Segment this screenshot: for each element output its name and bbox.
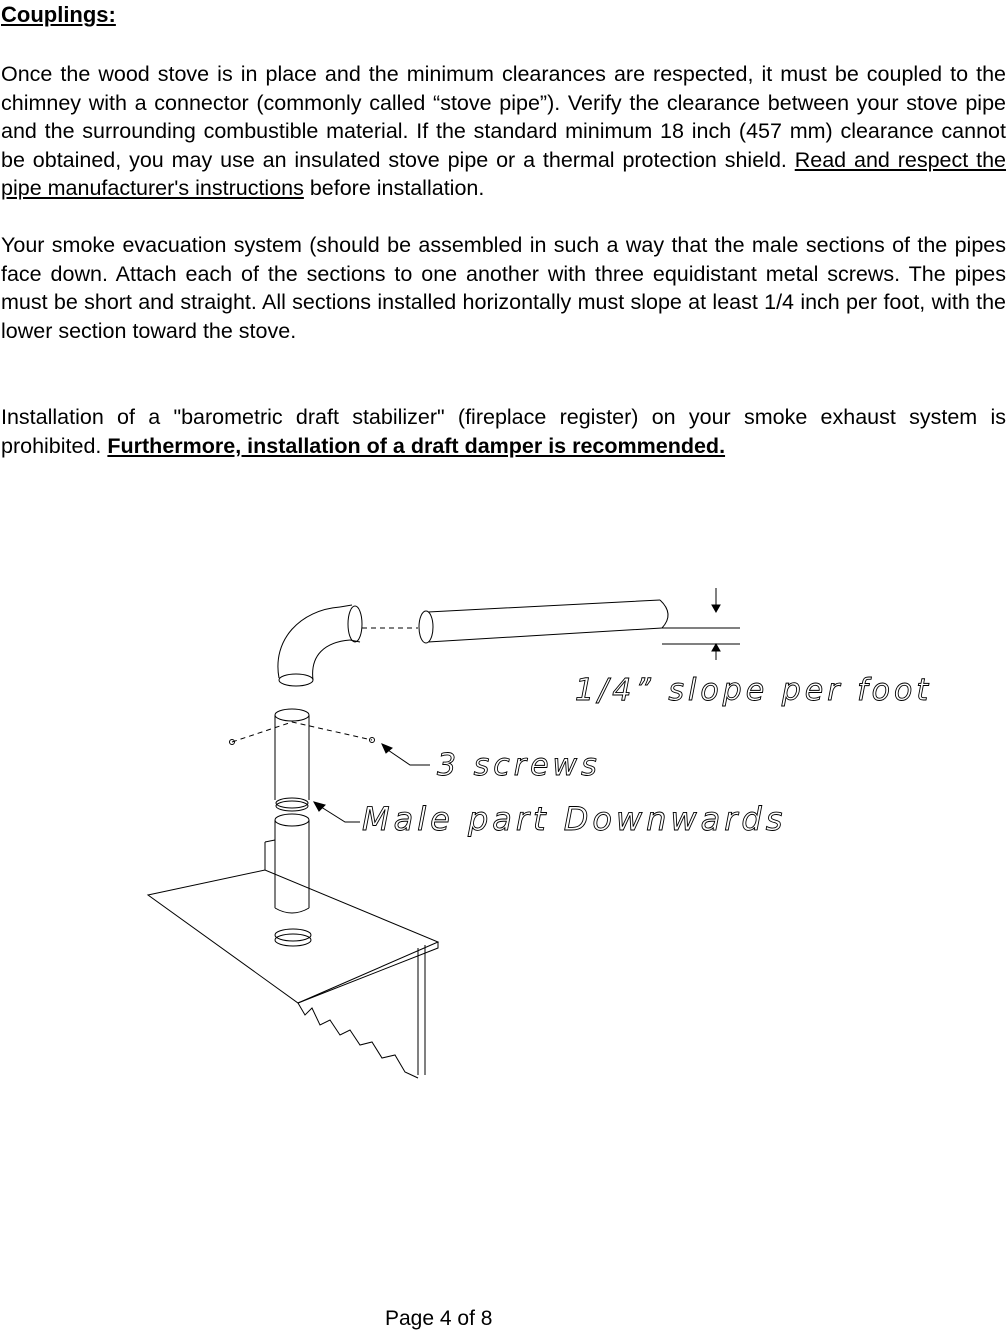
slope-label: 1/4” slope per foot — [575, 673, 933, 708]
screw-guides — [232, 722, 372, 742]
horizontal-pipe — [428, 600, 662, 642]
draft-damper-recommendation: Furthermore, installation of a draft damper is recommended. — [107, 433, 726, 458]
diagram-svg — [0, 560, 1008, 1100]
male-leader — [318, 805, 360, 822]
paragraph-text-tail: before installation. — [303, 176, 485, 200]
paragraph-draft — [1, 403, 1006, 460]
lower-pipe-top — [275, 814, 309, 826]
stove-collar — [275, 929, 311, 941]
manufacturer-instructions-note: Read and respect the pipe manufacturer's instructions — [1, 147, 1006, 200]
elbow-bottom — [279, 674, 313, 686]
paragraph-text: Installation of a "barometric draft stabilizer" (fireplace register) on your smoke exhaust system is prohibited. — [1, 405, 1006, 458]
upper-pipe-top — [275, 709, 309, 721]
paragraph-coupling-intro — [1, 60, 1006, 203]
screws-label: 3 screws — [437, 748, 601, 783]
wall-side — [418, 945, 425, 1075]
section-heading: Couplings: — [1, 2, 116, 27]
upper-pipe — [275, 715, 309, 800]
male-part-label: Male part Downwards — [362, 800, 787, 838]
screws-leader — [385, 748, 430, 765]
wall-ledge — [265, 840, 275, 872]
floor-plate — [148, 870, 438, 1003]
stove-pipe-diagram — [0, 560, 1008, 1100]
elbow — [278, 607, 350, 680]
lower-pipe — [275, 820, 309, 908]
paragraph-assembly: Your smoke evacuation system (should be assembled in such a way that the male sections of the pipes face down. Attach each of the sections to one another with three equidistant metal screws. The pipes must be short and straight. All sections installed horizontally must slope at least 1/4 inch per foot, with the lower section toward the stove. — [1, 233, 1006, 343]
paragraph-text: Once the wood stove is in place and the minimum clearances are respected, it must be coupled to the chimney with a connector (commonly called “stove pipe”). Verify the clearance between your stove pipe and the surrounding combustible material. If the standard minimum 18 inch (457 mm) clearance cannot be obtained, you may use an insulated stove pipe or a thermal protection shield. — [1, 62, 1006, 172]
page-number: Page 4 of 8 — [385, 1307, 493, 1330]
broken-edge — [298, 1003, 418, 1078]
